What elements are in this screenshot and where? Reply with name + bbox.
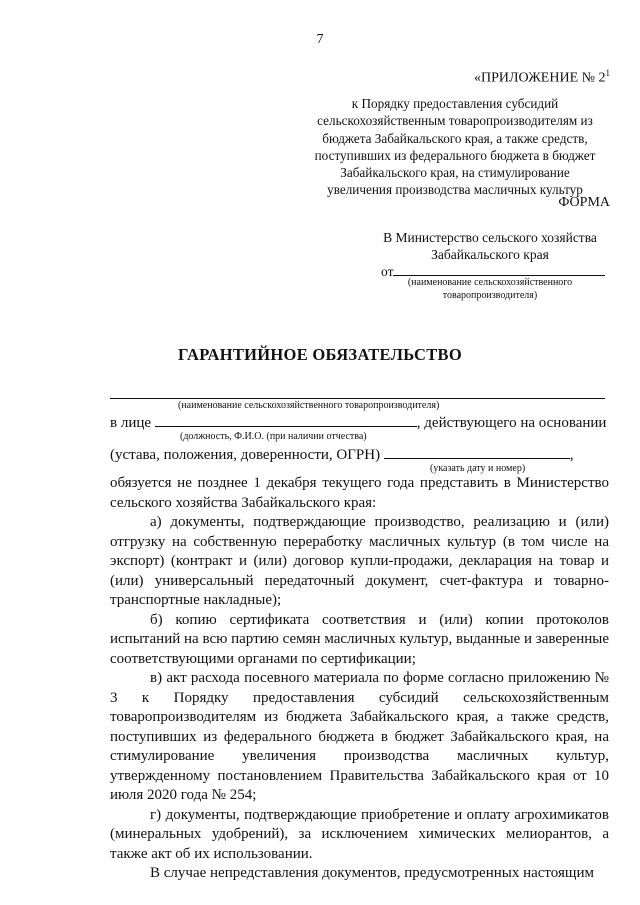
basis-blank-field (384, 444, 570, 459)
order-line: увеличения производства масличных культур (327, 182, 583, 198)
order-line: бюджета Забайкальского края, а также средств, (322, 130, 588, 146)
from-hint-line-2: товаропроизводителя) (442, 290, 538, 301)
page-number: 7 (316, 32, 324, 47)
document-title: ГАРАНТИЙНОЕ ОБЯЗАТЕЛЬСТВО (178, 345, 462, 364)
order-line: к Порядку предоставления субсидий (351, 96, 559, 111)
addressee-line-2: Забайкальского края (431, 247, 549, 262)
body-final: В случае непредставления документов, предусмотренных настоящим (150, 865, 594, 881)
document-body (110, 474, 609, 884)
addressee-block (360, 229, 620, 263)
body-item-g: г) документы, подтверждающие приобретение и оплату агрохимикатов (минеральных удобрений), за исключением химических мелиорантов, а также акт об их использовании. (110, 806, 609, 862)
person-line (110, 412, 609, 432)
body-item-b: б) копию сертификата соответствия и (или) копии протоколов испытаний на всю партию семян масличных культур, выданные и заверенные соответствующими органами по сертификации; (110, 611, 609, 667)
form-label: ФОРМА (558, 195, 610, 210)
body-item-a: а) документы, подтверждающие производство, реализацию и (или) отгрузку на собственную переработку масличных культур (в том числе на экспорт) (контракт и (или) договор купли-продажи, декларация на товар и (или) универсальный передаточный документ, счет-фактура и товарно-транспортные накладные); (110, 514, 609, 608)
appendix-order-reference (300, 95, 610, 199)
appendix-superscript: 1 (605, 68, 610, 78)
from-prefix: от (381, 264, 394, 279)
date-number-hint: (указать дату и номер) (430, 463, 526, 474)
from-blank-field (393, 262, 605, 276)
appendix-label-text: «ПРИЛОЖЕНИЕ № 2 (474, 70, 606, 86)
body-intro: обязуется не позднее 1 декабря текущего года представить в Министерство сельского хозяйства Забайкальского края: (110, 475, 609, 511)
order-line: поступивших из федерального бюджета в бюджет (314, 147, 596, 163)
person-blank-field (155, 412, 417, 427)
person-suffix: , действующего на основании (416, 415, 607, 431)
basis-text: (устава, положения, доверенности, ОГРН) (110, 447, 381, 463)
order-line: сельскохозяйственным товаропроизводителям из (317, 113, 593, 129)
body-item-v: в) акт расхода посевного материала по форме согласно приложению № 3 к Порядку предоставления субсидий сельскохозяйственным товаропроизводителям из бюджета Забайкальского края, а также средств, поступивших из федерального бюджета в бюджет Забайкальского края, на стимулирование увеличения производства масличных культур, утвержденному постановлением Правительства Забайкальского края от 10 июля 2020 года № 254; (110, 670, 609, 803)
addressee-line-1: В Министерство сельского хозяйства (383, 230, 597, 245)
basis-line (110, 444, 609, 464)
producer-name-hint: (наименование сельскохозяйственного товаропроизводителя) (178, 400, 440, 411)
person-prefix: в лице (110, 415, 152, 431)
from-hint-line-1: (наименование сельскохозяйственного (407, 277, 573, 288)
producer-name-blank-field (110, 398, 605, 399)
position-hint: (должность, Ф.И.О. (при наличии отчества) (180, 431, 367, 442)
order-line: Забайкальского края, на стимулирование (340, 165, 570, 181)
from-hint (372, 276, 608, 302)
basis-suffix: , (569, 447, 574, 463)
appendix-label (340, 68, 610, 87)
